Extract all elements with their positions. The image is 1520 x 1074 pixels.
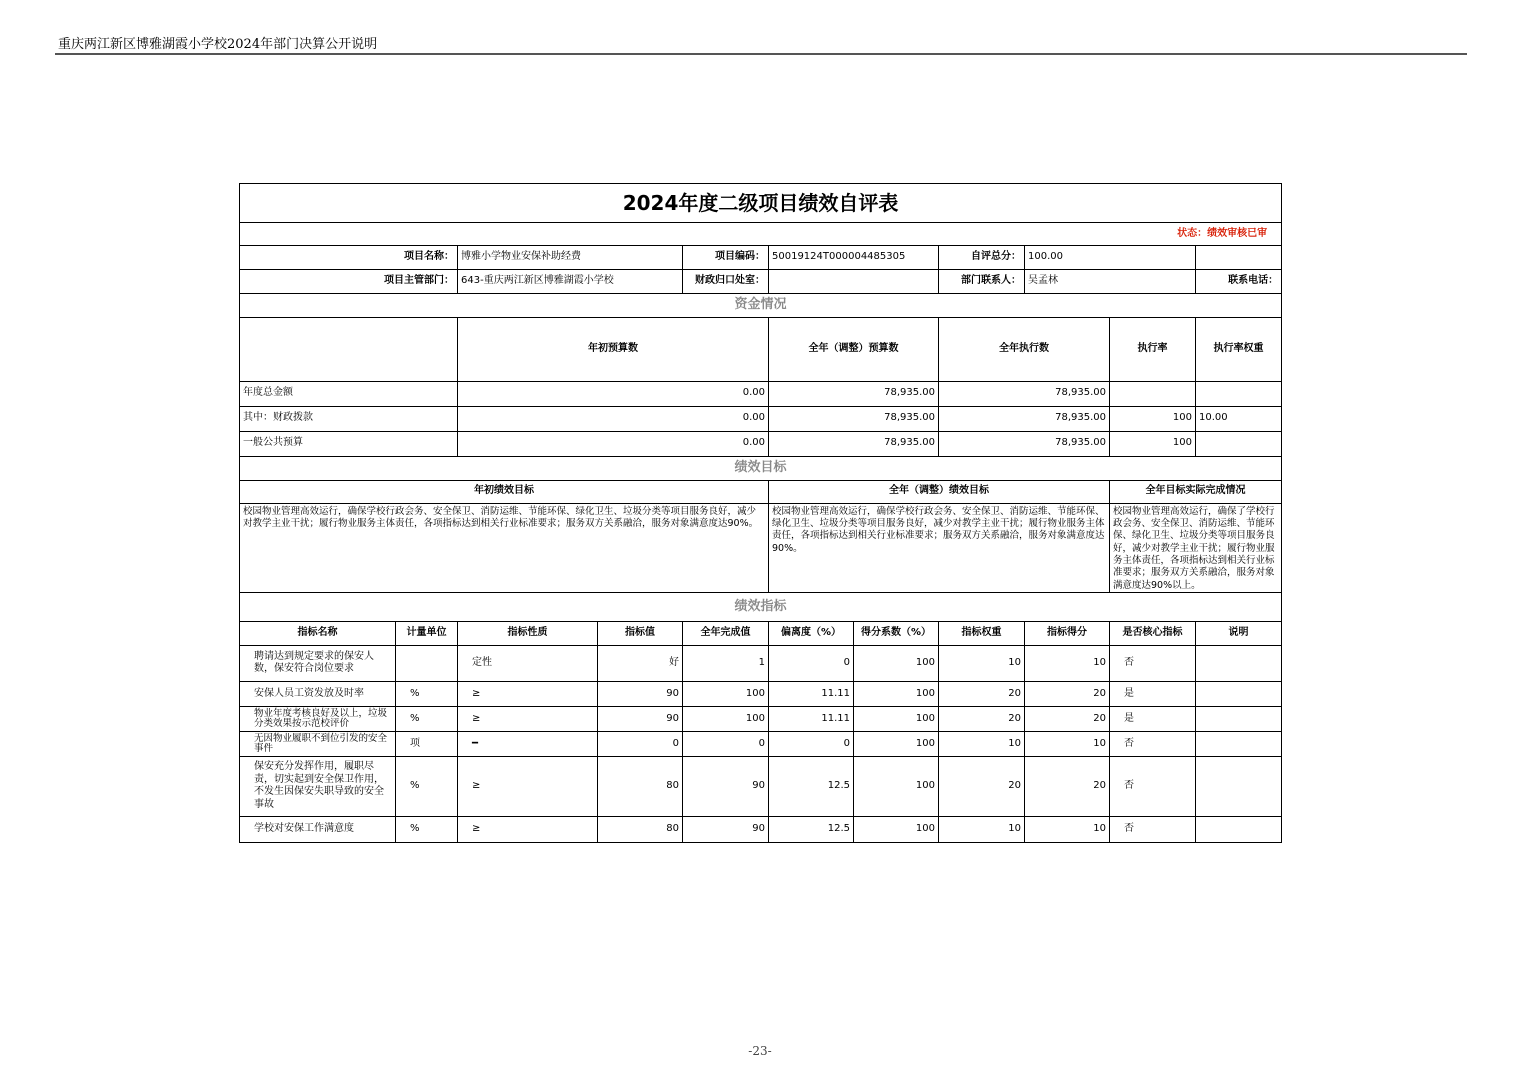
goals-section-title: 绩效目标 — [240, 456, 1282, 480]
indicator-nature: 定性 — [458, 645, 598, 681]
score-label: 自评总分： — [939, 246, 1025, 270]
funds-adjusted: 78,935.00 — [769, 381, 939, 406]
goals-header: 全年（调整）绩效目标 — [769, 480, 1110, 503]
funds-executed: 78,935.00 — [939, 406, 1110, 431]
table-row — [240, 731, 1282, 756]
indicator-coef: 100 — [854, 706, 939, 731]
project-name-value: 博雅小学物业安保补助经费 — [458, 246, 683, 270]
project-code-value: 50019124T000004485305 — [769, 246, 939, 270]
funds-header: 执行率权重 — [1196, 318, 1282, 382]
indicator-coef: 100 — [854, 645, 939, 681]
indicator-note — [1196, 645, 1282, 681]
indicator-coef: 100 — [854, 816, 939, 842]
indicator-core: 否 — [1110, 816, 1196, 842]
funds-executed: 78,935.00 — [939, 381, 1110, 406]
indicator-unit: % — [396, 816, 458, 842]
indicator-score: 10 — [1025, 731, 1110, 756]
table-row — [240, 681, 1282, 706]
page-header: 重庆两江新区博雅湖霞小学校2024年部门决算公开说明 — [58, 37, 378, 52]
indicator-name: 聘请达到规定要求的保安人数，保安符合岗位要求 — [240, 645, 396, 681]
indicator-score: 20 — [1025, 706, 1110, 731]
indicator-actual: 0 — [683, 731, 769, 756]
indicator-header: 计量单位 — [396, 621, 458, 645]
indicator-target: 80 — [598, 756, 683, 816]
funds-row-name: 一般公共预算 — [240, 431, 458, 456]
funds-section-title: 资金情况 — [240, 294, 1282, 318]
indicator-nature: ≥ — [458, 816, 598, 842]
funds-initial: 0.00 — [458, 381, 769, 406]
indicator-coef: 100 — [854, 756, 939, 816]
indicator-header: 得分系数（%） — [854, 621, 939, 645]
indicator-header: 偏离度（%） — [769, 621, 854, 645]
indicator-nature: ≥ — [458, 681, 598, 706]
indicator-target: 好 — [598, 645, 683, 681]
status-badge: 状态：绩效审核已审 — [240, 223, 1282, 246]
project-name-label: 项目名称： — [240, 246, 458, 270]
indicator-core: 否 — [1110, 731, 1196, 756]
finance-label: 财政归口处室： — [683, 270, 769, 294]
indicator-nature: ━ — [458, 731, 598, 756]
dept-value: 643-重庆两江新区博雅湖霞小学校 — [458, 270, 683, 294]
indicator-header: 是否核心指标 — [1110, 621, 1196, 645]
indicator-deviation: 12.5 — [769, 756, 854, 816]
empty-cell — [1196, 246, 1282, 270]
funds-initial: 0.00 — [458, 406, 769, 431]
indicator-note — [1196, 816, 1282, 842]
indicator-actual: 100 — [683, 681, 769, 706]
actual-goal-text: 校园物业管理高效运行，确保了学校行政会务、安全保卫、消防运维、节能环保、绿化卫生、垃圾分类等项目服务良好，减少对教学主业干扰；履行物业服务主体责任，各项指标达到相关行业标准要求；服务双方关系融洽，服务对象满意度达90%以上。 — [1110, 503, 1282, 592]
indicator-nature: ≥ — [458, 756, 598, 816]
funds-header: 执行率 — [1110, 318, 1196, 382]
indicator-target: 0 — [598, 731, 683, 756]
indicator-header: 指标性质 — [458, 621, 598, 645]
indicator-weight: 10 — [939, 816, 1025, 842]
indicator-weight: 20 — [939, 756, 1025, 816]
table-row — [240, 645, 1282, 681]
funds-initial: 0.00 — [458, 431, 769, 456]
indicator-nature: ≥ — [458, 706, 598, 731]
funds-rate: 100 — [1110, 406, 1196, 431]
table-row — [240, 706, 1282, 731]
indicator-unit: % — [396, 706, 458, 731]
indicator-name: 保安充分发挥作用，履职尽责，切实起到安全保卫作用，不发生因保安失职导致的安全事故 — [240, 756, 396, 816]
indicator-deviation: 11.11 — [769, 681, 854, 706]
finance-value — [769, 270, 939, 294]
contact-label: 部门联系人： — [939, 270, 1025, 294]
indicator-score: 20 — [1025, 756, 1110, 816]
indicator-header: 说明 — [1196, 621, 1282, 645]
indicator-deviation: 0 — [769, 645, 854, 681]
indicator-unit: % — [396, 756, 458, 816]
indicator-note — [1196, 681, 1282, 706]
indicator-name: 无因物业履职不到位引发的安全事件 — [240, 731, 396, 756]
funds-row-name: 其中：财政拨款 — [240, 406, 458, 431]
indicator-core: 否 — [1110, 756, 1196, 816]
indicator-weight: 20 — [939, 681, 1025, 706]
indicator-actual: 90 — [683, 756, 769, 816]
indicator-score: 20 — [1025, 681, 1110, 706]
indicator-target: 90 — [598, 706, 683, 731]
funds-weight — [1196, 381, 1282, 406]
performance-self-evaluation-table — [239, 183, 1282, 843]
funds-weight: 10.00 — [1196, 406, 1282, 431]
indicator-weight: 10 — [939, 731, 1025, 756]
page-number: -23- — [748, 1044, 772, 1058]
funds-executed: 78,935.00 — [939, 431, 1110, 456]
indicator-header: 指标权重 — [939, 621, 1025, 645]
indicator-name: 物业年度考核良好及以上，垃圾分类效果按示范校评价 — [240, 706, 396, 731]
funds-weight — [1196, 431, 1282, 456]
indicator-note — [1196, 731, 1282, 756]
adjusted-goal-text: 校园物业管理高效运行，确保学校行政会务、安全保卫、消防运维、节能环保、绿化卫生、垃圾分类等项目服务良好，减少对教学主业干扰；履行物业服务主体责任，各项指标达到相关行业标准要求；服务双方关系融洽，服务对象满意度达90%。 — [769, 503, 1110, 592]
indicator-deviation: 0 — [769, 731, 854, 756]
dept-label: 项目主管部门： — [240, 270, 458, 294]
project-code-label: 项目编码： — [683, 246, 769, 270]
indicator-coef: 100 — [854, 681, 939, 706]
indicator-target: 80 — [598, 816, 683, 842]
indicator-target: 90 — [598, 681, 683, 706]
empty-cell — [240, 318, 458, 382]
indicators-section-title: 绩效指标 — [240, 592, 1282, 621]
indicator-name: 学校对安保工作满意度 — [240, 816, 396, 842]
indicator-unit: % — [396, 681, 458, 706]
indicator-header: 指标得分 — [1025, 621, 1110, 645]
phone-label: 联系电话： — [1196, 270, 1282, 294]
indicator-actual: 100 — [683, 706, 769, 731]
indicator-deviation: 12.5 — [769, 816, 854, 842]
funds-adjusted: 78,935.00 — [769, 431, 939, 456]
indicator-unit: 项 — [396, 731, 458, 756]
indicator-unit — [396, 645, 458, 681]
funds-header: 全年执行数 — [939, 318, 1110, 382]
indicator-weight: 20 — [939, 706, 1025, 731]
indicator-score: 10 — [1025, 816, 1110, 842]
table-row — [240, 816, 1282, 842]
header-rule — [55, 53, 1467, 55]
indicator-core: 否 — [1110, 645, 1196, 681]
indicator-coef: 100 — [854, 731, 939, 756]
funds-header: 全年（调整）预算数 — [769, 318, 939, 382]
funds-rate — [1110, 381, 1196, 406]
goals-header: 年初绩效目标 — [240, 480, 769, 503]
contact-value: 吴孟林 — [1025, 270, 1196, 294]
indicator-core: 是 — [1110, 681, 1196, 706]
indicator-score: 10 — [1025, 645, 1110, 681]
table-row — [240, 431, 1282, 456]
form-title: 2024年度二级项目绩效自评表 — [240, 184, 1282, 223]
indicator-header: 全年完成值 — [683, 621, 769, 645]
goals-header: 全年目标实际完成情况 — [1110, 480, 1282, 503]
table-row — [240, 381, 1282, 406]
funds-rate: 100 — [1110, 431, 1196, 456]
indicator-note — [1196, 756, 1282, 816]
table-row — [240, 406, 1282, 431]
indicator-actual: 90 — [683, 816, 769, 842]
indicator-name: 安保人员工资发放及时率 — [240, 681, 396, 706]
funds-adjusted: 78,935.00 — [769, 406, 939, 431]
funds-row-name: 年度总金额 — [240, 381, 458, 406]
indicator-header: 指标值 — [598, 621, 683, 645]
indicator-core: 是 — [1110, 706, 1196, 731]
indicator-header: 指标名称 — [240, 621, 396, 645]
score-value: 100.00 — [1025, 246, 1196, 270]
indicator-note — [1196, 706, 1282, 731]
table-row — [240, 756, 1282, 816]
indicator-weight: 10 — [939, 645, 1025, 681]
initial-goal-text: 校园物业管理高效运行，确保学校行政会务、安全保卫、消防运维、节能环保、绿化卫生、垃圾分类等项目服务良好，减少对教学主业干扰；履行物业服务主体责任，各项指标达到相关行业标准要求；服务双方关系融洽，服务对象满意度达90%。 — [240, 503, 769, 592]
funds-header: 年初预算数 — [458, 318, 769, 382]
indicator-actual: 1 — [683, 645, 769, 681]
indicator-deviation: 11.11 — [769, 706, 854, 731]
